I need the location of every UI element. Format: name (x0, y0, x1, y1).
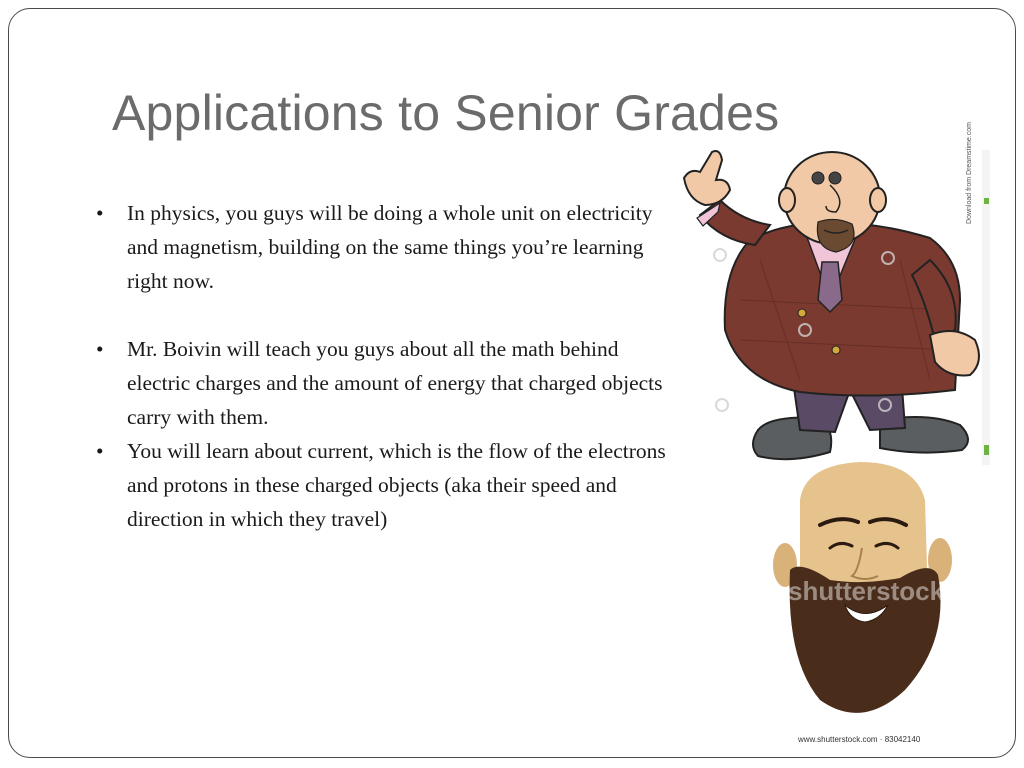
bullet-marker: • (96, 439, 104, 463)
slide-title: Applications to Senior Grades (112, 85, 780, 141)
bullet-text: In physics, you guys will be doing a whole unit on electricity and magnetism, building on the same things you’re learning right now. (127, 201, 653, 293)
bullet-text: Mr. Boivin will teach you guys about all the math behind electric charges and the amount of energy that charged objects carry with them. (127, 337, 663, 429)
bullet-marker: • (96, 201, 104, 225)
bullet-text: You will learn about current, which is the flow of the electrons and protons in these charged objects (aka their speed and direction in which they travel) (127, 439, 666, 531)
image-credit: www.shutterstock.com · 83042140 (798, 735, 921, 744)
shutterstock-watermark: shutterstock (788, 576, 945, 606)
dreamstime-stamp: Download from Dreamstime.com (966, 122, 973, 224)
bullet-marker: • (96, 337, 104, 361)
